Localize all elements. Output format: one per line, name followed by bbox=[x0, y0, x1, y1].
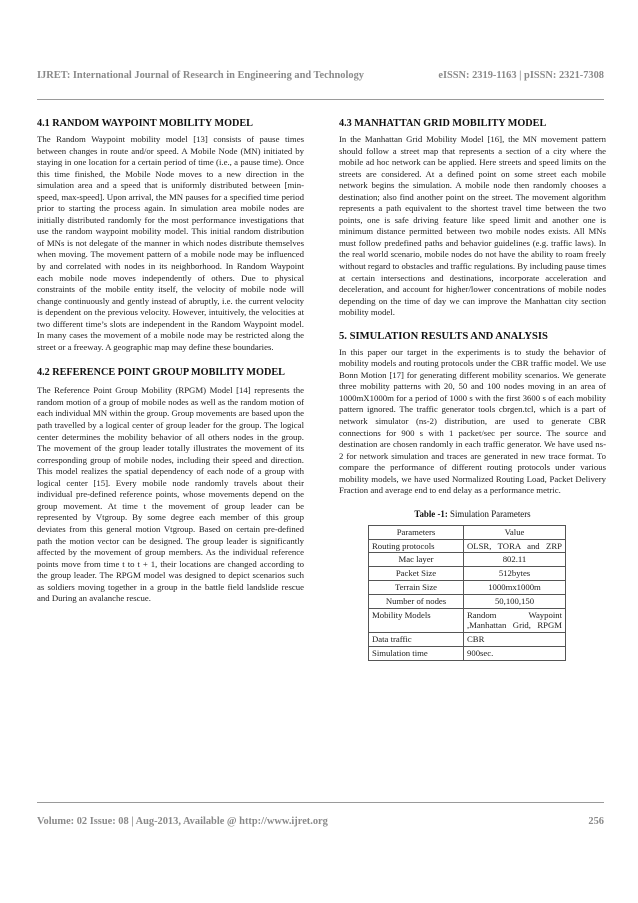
section-4-1-text: The Random Waypoint mobility model [13] consists of pause times between changes in route and/or speed. A Mobile Node (MN) initiated by staying in one location for a certain period of time (i.e., a pause time). Once this time finished, the Mobile Node moves to a new direction in the simulation area and a speed that is uniformly distributed between [min-speed, max-speed]. Upon arrival, the MN pauses for a specified time period prior to starting the process again. In simulation area mobile nodes are initially distributed randomly for the most performance investigations that use the random waypoint mobility model. This initial random distribution of MNs is not delegate of the manner in which nodes distribute themselves when moving. The movement pattern of a mobile node may be influenced by and correlated with nodes in its neighborhood. In Random Waypoint each mobile node moves independently of others. Due to physical constraints of the mobile entity itself, the velocity of mobile node will change continuously and gently instead of abruptly, i.e. the current velocity is dependent on the previous velocity. However, intuitively, the velocities at two different time’s slots are independent in the Random Waypoint model. In many cases the movement of a mobile node may be restricted along the street or a freeway. A geographic map may define these boundaries. bbox=[37, 134, 304, 352]
table-row bbox=[369, 539, 566, 553]
section-4-3-title: 4.3 MANHATTAN GRID MOBILITY MODEL bbox=[339, 118, 547, 129]
table-row bbox=[369, 581, 566, 595]
table-cell-value: 512bytes bbox=[464, 567, 566, 581]
table-caption-label: Table -1: bbox=[414, 508, 448, 519]
table-caption-text: Simulation Parameters bbox=[447, 508, 531, 519]
table-row bbox=[369, 567, 566, 581]
table-caption bbox=[339, 509, 606, 519]
table-cell-value: 50,100,150 bbox=[464, 594, 566, 608]
table-cell-param: Simulation time bbox=[369, 647, 464, 661]
issn: eISSN: 2319-1163 | pISSN: 2321-7308 bbox=[438, 70, 604, 81]
table-cell-param: Mobility Models bbox=[369, 608, 464, 633]
table-cell-param: Data traffic bbox=[369, 633, 464, 647]
section-5-text: In this paper our target in the experiments is to study the behavior of mobility models and routing protocols under the CBR traffic model. We use Bonn Motion [17] for generating different mobility scenarios. We generate three mobility patterns with 20, 50 and 100 nodes moving in an area of 1000mX1000m for a period of 1000 s with the first 3600 s of each mobility pattern ignored. The traffic generator tools cbrgen.tcl, which is a part of network simulator (ns-2) distribution, are used to generate CBR connections for 900 s with 1 packet/sec per source. The source and destination are chosen randomly in each traffic generator. We have used ns-2 for network simulation and traces are generated in new trace format. To compare the performance of different routing protocols under various mobility models, we have used Normalized Routing Load, Packet Delivery Fraction and average end to end delay as a performance metric. bbox=[339, 346, 606, 496]
table-cell-value: OLSR, TORA and ZRP bbox=[464, 539, 566, 553]
section-4-1-title: 4.1 RANDOM WAYPOINT MOBILITY MODEL bbox=[37, 118, 253, 129]
table-row bbox=[369, 608, 566, 633]
table-cell-param: Packet Size bbox=[369, 567, 464, 581]
table-row bbox=[369, 594, 566, 608]
running-header bbox=[37, 70, 604, 81]
table-cell-value: 802.11 bbox=[464, 553, 566, 567]
volume-info: Volume: 02 Issue: 08 | Aug-2013, Available @ http://www.ijret.org bbox=[37, 816, 328, 827]
table-row bbox=[369, 633, 566, 647]
table-cell-param: Terrain Size bbox=[369, 581, 464, 595]
table-header-cell: Parameters bbox=[369, 525, 464, 539]
header-rule bbox=[37, 99, 604, 100]
table-cell-value: 900sec. bbox=[464, 647, 566, 661]
left-column bbox=[37, 117, 304, 605]
footer-rule bbox=[37, 802, 604, 803]
table-cell-param: Number of nodes bbox=[369, 594, 464, 608]
table-cell-value: Random Waypoint ,Manhattan Grid, RPGM bbox=[464, 608, 566, 633]
table-cell-value: CBR bbox=[464, 633, 566, 647]
table-cell-param: Mac layer bbox=[369, 553, 464, 567]
section-5-title: 5. SIMULATION RESULTS AND ANALYSIS bbox=[339, 330, 548, 342]
section-4-3-text: In the Manhattan Grid Mobility Model [16], the MN movement pattern should follow a street map that represents a section of a city where the mobile ad hoc network can be applied. Here streets and speed limits on the streets are considered. At a defined point on some street each mobile network begins the simulation. A mobile node then randomly chooses a destination; also find another point on the street. The movement algorithm represents a path equivalent to the shortest travel time between the two points, one is safe driving feature like speed limit and another one is minimum distance permitted between two mobile nodes exists. All MNs must follow predefined paths and behavior guidelines (e.g. traffic laws). In the real world scenario, mobile nodes do not have the ability to roam freely without regard to obstacles and traffic regulations. By including pause times at certain intersections and destinations, incorporate acceleration and deceleration, and account for higher/lower concentrations of mobile nodes depending on the time of day we can improve the Manhattan city section mobility model. bbox=[339, 134, 606, 318]
right-column bbox=[339, 117, 606, 661]
running-footer bbox=[37, 816, 604, 827]
table-header-row bbox=[369, 525, 566, 539]
page-number: 256 bbox=[588, 816, 604, 827]
simulation-parameters-table bbox=[368, 525, 566, 661]
table-row bbox=[369, 647, 566, 661]
table-cell-param: Routing protocols bbox=[369, 539, 464, 553]
table-row bbox=[369, 553, 566, 567]
table-cell-value: 1000mx1000m bbox=[464, 581, 566, 595]
table-header-cell: Value bbox=[464, 525, 566, 539]
journal-name: IJRET: International Journal of Research in Engineering and Technology bbox=[37, 70, 364, 81]
section-4-2-title: 4.2 REFERENCE POINT GROUP MOBILITY MODEL bbox=[37, 367, 285, 379]
section-4-2-text: The Reference Point Group Mobility (RPGM) Model [14] represents the random motion of a group of mobile nodes as well as the random motion of each individual MN within the group. Group movements are based upon the path travelled by a logical center of group leader for the group. The logical center determines the mobility behavior of all others nodes in the group. The movement of the group leader totally illustrates the movement of its corresponding group of mobile nodes, including their speed and direction. This model realizes the spatial dependency of each node of a group with logical center [15]. Every mobile node randomly travels about their individual pre-defined reference points, whose movements depend on the group movement. At time t the movement of group leader can be represented by Vtgroup. By some degree each member of this group deviates from this general motion Vtgroup. Based on certain pre-defined path the motion vector can be designed. The group leader is significantly affected by the movement of group members. As the individual reference points move from time t to t + 1, their locations are changed according to the group leader. The RPGM model was designed to depict scenarios such as soldiers moving together in a group in the battle field landslide rescue and During an avalanche rescue. bbox=[37, 385, 304, 604]
